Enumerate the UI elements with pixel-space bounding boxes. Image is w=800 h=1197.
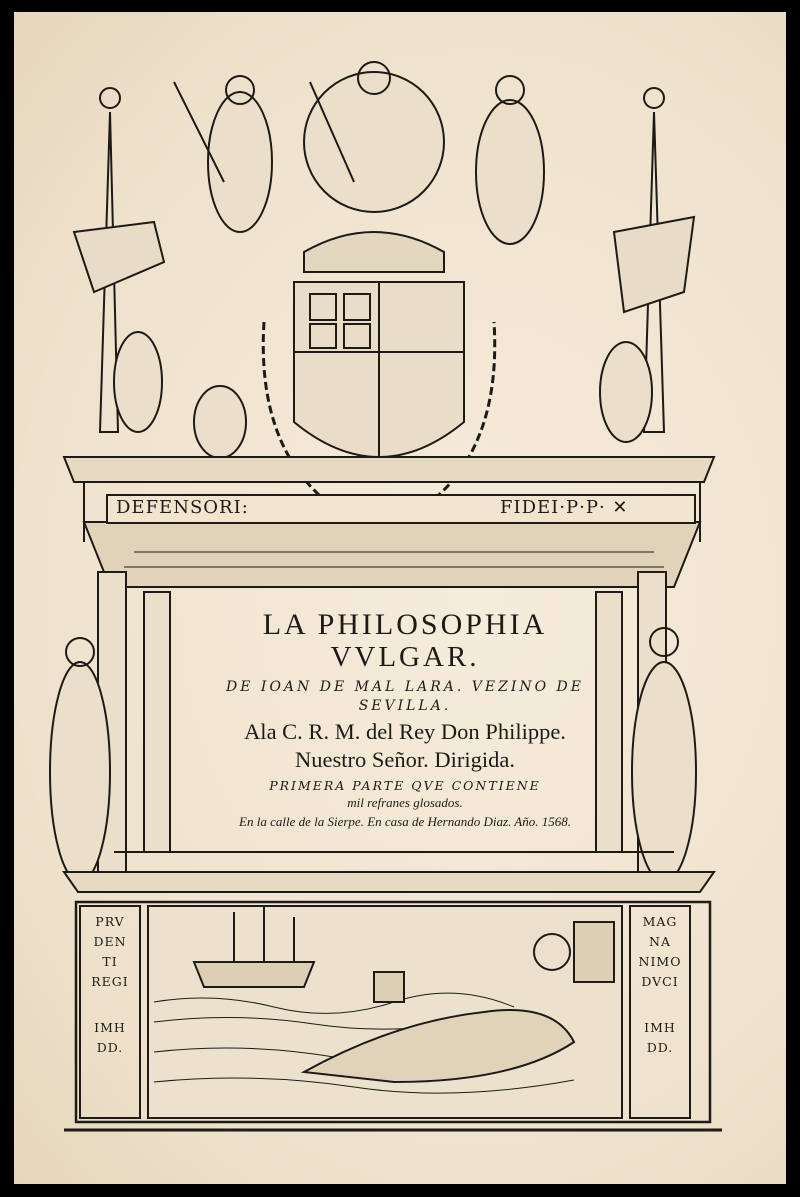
title-line-2: VVLGAR. bbox=[330, 641, 480, 673]
crown bbox=[304, 232, 444, 272]
left-panel-line: REGI bbox=[91, 974, 129, 989]
dedication-line-2: Nuestro Señor. Dirigida. bbox=[295, 747, 515, 772]
ship bbox=[194, 962, 314, 987]
frieze-left-text: DEFENSORI: bbox=[116, 497, 249, 518]
cornice bbox=[64, 457, 714, 482]
title-line-1: LA PHILOSOPHIA bbox=[262, 608, 548, 641]
left-panel-line: PRV bbox=[95, 914, 125, 929]
left-statue bbox=[50, 662, 110, 882]
left-top-figure bbox=[208, 92, 272, 232]
right-panel-line: NIMO bbox=[638, 954, 682, 969]
left-panel-mark: IMH bbox=[94, 1020, 126, 1035]
frieze-band bbox=[106, 494, 696, 524]
left-inner-column bbox=[144, 592, 170, 852]
right-panel-mark: DD. bbox=[646, 1040, 674, 1055]
right-panel-line: NA bbox=[649, 934, 671, 949]
contents-line: mil refranes glosados. bbox=[347, 795, 463, 810]
right-panel-mark: IMH bbox=[644, 1020, 676, 1035]
author-line: DE IOAN DE MAL LARA. VEZINO DE SEVILLA. bbox=[226, 679, 584, 714]
left-panel-line: DEN bbox=[93, 934, 127, 949]
title-page bbox=[14, 12, 786, 1184]
right-panel-line: DVCI bbox=[641, 974, 679, 989]
title-block bbox=[190, 608, 620, 833]
right-statue bbox=[632, 662, 696, 882]
left-panel-line: TI bbox=[102, 954, 118, 969]
right-panel-line: MAG bbox=[642, 914, 678, 929]
dedication-line-1: Ala C. R. M. del Rey Don Philippe. bbox=[244, 719, 566, 744]
left-panel-mark: DD. bbox=[96, 1040, 124, 1055]
right-top-figure bbox=[476, 100, 544, 244]
right-banner bbox=[614, 217, 694, 312]
right-panel-inscription bbox=[630, 912, 690, 1058]
frieze-right-text: FIDEI·P·P· ✕ bbox=[500, 497, 629, 518]
imprint-line: En la calle de la Sierpe. En casa de Hernando Diaz. Año. 1568. bbox=[239, 814, 571, 829]
left-banner bbox=[74, 222, 164, 292]
left-panel-inscription bbox=[80, 912, 140, 1058]
part-line: PRIMERA PARTE QVE CONTIENE bbox=[269, 778, 541, 793]
